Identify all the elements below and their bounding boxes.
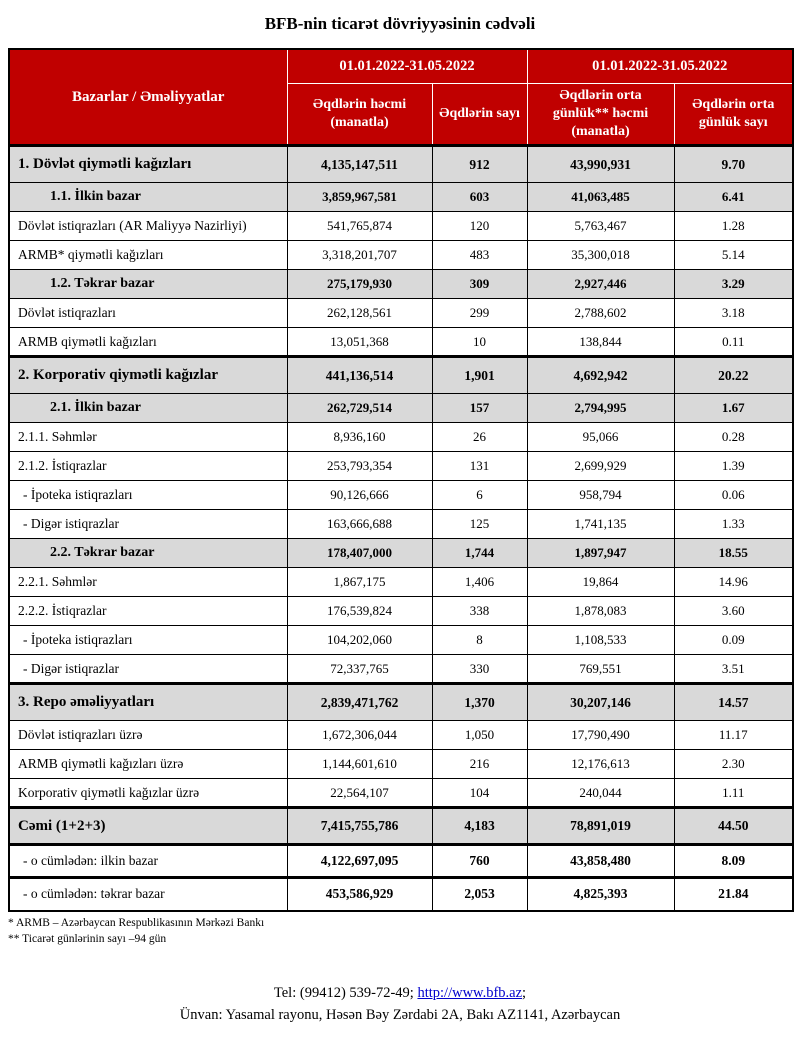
cell-count: 125: [432, 510, 527, 539]
cell-avg-daily-volume: 30,207,146: [527, 684, 674, 721]
row-label: 2.2. Təkrar bazar: [9, 539, 287, 568]
table-row: [9, 212, 793, 241]
table-body: [9, 146, 793, 911]
table-header: [9, 49, 793, 146]
table-row: [9, 146, 793, 183]
row-label: 2. Korporativ qiymətli kağızlar: [9, 357, 287, 394]
cell-avg-daily-volume: 43,858,480: [527, 845, 674, 878]
cell-volume: 275,179,930: [287, 270, 432, 299]
cell-avg-daily-volume: 1,897,947: [527, 539, 674, 568]
cell-volume: 22,564,107: [287, 779, 432, 808]
cell-count: 1,406: [432, 568, 527, 597]
cell-volume: 4,135,147,511: [287, 146, 432, 183]
cell-avg-daily-count: 1.11: [674, 779, 793, 808]
header-period-right: 01.01.2022-31.05.2022: [527, 49, 793, 83]
cell-avg-daily-count: 1.67: [674, 394, 793, 423]
cell-avg-daily-volume: 138,844: [527, 328, 674, 357]
cell-avg-daily-volume: 43,990,931: [527, 146, 674, 183]
cell-avg-daily-volume: 4,692,942: [527, 357, 674, 394]
table-row: [9, 394, 793, 423]
cell-avg-daily-count: 0.06: [674, 481, 793, 510]
cell-avg-daily-volume: 41,063,485: [527, 183, 674, 212]
cell-avg-daily-count: 1.28: [674, 212, 793, 241]
cell-count: 1,050: [432, 721, 527, 750]
cell-volume: 1,867,175: [287, 568, 432, 597]
cell-volume: 453,586,929: [287, 878, 432, 911]
cell-count: 120: [432, 212, 527, 241]
row-label: Korporativ qiymətli kağızlar üzrə: [9, 779, 287, 808]
cell-avg-daily-count: 21.84: [674, 878, 793, 911]
cell-volume: 3,859,967,581: [287, 183, 432, 212]
cell-count: 912: [432, 146, 527, 183]
cell-avg-daily-count: 14.96: [674, 568, 793, 597]
table-row: [9, 779, 793, 808]
cell-avg-daily-count: 3.18: [674, 299, 793, 328]
cell-volume: 3,318,201,707: [287, 241, 432, 270]
phone-line: [8, 982, 792, 1004]
cell-avg-daily-count: 2.30: [674, 750, 793, 779]
cell-avg-daily-count: 6.41: [674, 183, 793, 212]
cell-count: 760: [432, 845, 527, 878]
row-label: Dövlət istiqrazları (AR Maliyyə Nazirliyi): [9, 212, 287, 241]
cell-avg-daily-volume: 35,300,018: [527, 241, 674, 270]
footnote-armb: * ARMB – Azərbaycan Respublikasının Mərkəzi Bankı: [8, 916, 265, 929]
header-avg-daily-volume: Əqdlərin orta günlük** həcmi (manatla): [527, 83, 674, 146]
cell-volume: 13,051,368: [287, 328, 432, 357]
cell-avg-daily-count: 14.57: [674, 684, 793, 721]
row-label: 3. Repo əməliyyatları: [9, 684, 287, 721]
website-link[interactable]: http://www.bfb.az: [417, 984, 523, 1001]
row-label: 1. Dövlət qiymətli kağızları: [9, 146, 287, 183]
cell-avg-daily-volume: 769,551: [527, 655, 674, 684]
row-label: ARMB qiymətli kağızları üzrə: [9, 750, 287, 779]
table-row: [9, 845, 793, 878]
cell-avg-daily-count: 1.39: [674, 452, 793, 481]
header-avg-daily-count: Əqdlərin orta günlük sayı: [674, 83, 793, 146]
table-row: [9, 328, 793, 357]
table-row: [9, 597, 793, 626]
table-row: [9, 539, 793, 568]
cell-volume: 90,126,666: [287, 481, 432, 510]
row-label: - o cümlədən: ilkin bazar: [9, 845, 287, 878]
cell-avg-daily-volume: 12,176,613: [527, 750, 674, 779]
row-label: ARMB qiymətli kağızları: [9, 328, 287, 357]
table-row: [9, 750, 793, 779]
cell-avg-daily-volume: 4,825,393: [527, 878, 674, 911]
row-label: 2.2.2. İstiqrazlar: [9, 597, 287, 626]
row-label: Dövlət istiqrazları: [9, 299, 287, 328]
cell-count: 216: [432, 750, 527, 779]
cell-avg-daily-volume: 2,699,929: [527, 452, 674, 481]
row-label: - Digər istiqrazlar: [9, 655, 287, 684]
cell-volume: 176,539,824: [287, 597, 432, 626]
cell-avg-daily-count: 0.11: [674, 328, 793, 357]
address-line: Ünvan: Yasamal rayonu, Həsən Bəy Zərdabi 2A, Bakı AZ1141, Azərbaycan: [179, 1007, 621, 1024]
cell-volume: 262,128,561: [287, 299, 432, 328]
cell-count: 1,744: [432, 539, 527, 568]
cell-count: 4,183: [432, 808, 527, 845]
cell-volume: 2,839,471,762: [287, 684, 432, 721]
table-row: [9, 481, 793, 510]
cell-volume: 8,936,160: [287, 423, 432, 452]
header-deal-count: Əqdlərin sayı: [432, 83, 527, 146]
cell-avg-daily-volume: 17,790,490: [527, 721, 674, 750]
cell-count: 104: [432, 779, 527, 808]
cell-volume: 541,765,874: [287, 212, 432, 241]
row-label: 1.1. İlkin bazar: [9, 183, 287, 212]
cell-count: 330: [432, 655, 527, 684]
row-label: - Digər istiqrazlar: [9, 510, 287, 539]
table-row: [9, 357, 793, 394]
cell-volume: 1,672,306,044: [287, 721, 432, 750]
website-suffix: ;: [522, 984, 527, 1001]
cell-count: 10: [432, 328, 527, 357]
table-row: [9, 655, 793, 684]
page-title: BFB-nin ticarət dövriyyəsinin cədvəli: [264, 14, 536, 33]
header-row-periods: [9, 49, 793, 83]
row-label: 2.1.2. İstiqrazlar: [9, 452, 287, 481]
cell-count: 309: [432, 270, 527, 299]
cell-avg-daily-volume: 2,927,446: [527, 270, 674, 299]
cell-avg-daily-volume: 1,878,083: [527, 597, 674, 626]
row-label: - İpoteka istiqrazları: [9, 481, 287, 510]
cell-avg-daily-count: 8.09: [674, 845, 793, 878]
cell-count: 6: [432, 481, 527, 510]
cell-volume: 178,407,000: [287, 539, 432, 568]
row-label: 1.2. Təkrar bazar: [9, 270, 287, 299]
cell-avg-daily-volume: 5,763,467: [527, 212, 674, 241]
cell-volume: 1,144,601,610: [287, 750, 432, 779]
cell-volume: 262,729,514: [287, 394, 432, 423]
cell-avg-daily-volume: 19,864: [527, 568, 674, 597]
cell-volume: 104,202,060: [287, 626, 432, 655]
table-row: [9, 878, 793, 911]
header-markets-operations: Bazarlar / Əməliyyatlar: [9, 49, 287, 146]
phone-text: Tel: (99412) 539-72-49;: [273, 984, 414, 1001]
trade-turnover-table: [8, 48, 794, 912]
cell-avg-daily-count: 44.50: [674, 808, 793, 845]
cell-avg-daily-count: 0.28: [674, 423, 793, 452]
table-row: [9, 721, 793, 750]
cell-volume: 441,136,514: [287, 357, 432, 394]
contact-footer: [8, 982, 792, 1027]
cell-avg-daily-volume: 2,794,995: [527, 394, 674, 423]
table-row: [9, 183, 793, 212]
table-row: [9, 270, 793, 299]
cell-count: 338: [432, 597, 527, 626]
table-row: [9, 299, 793, 328]
cell-avg-daily-volume: 1,108,533: [527, 626, 674, 655]
cell-avg-daily-count: 0.09: [674, 626, 793, 655]
cell-avg-daily-count: 5.14: [674, 241, 793, 270]
row-label: 2.1. İlkin bazar: [9, 394, 287, 423]
header-period-left: 01.01.2022-31.05.2022: [287, 49, 527, 83]
cell-count: 8: [432, 626, 527, 655]
cell-count: 603: [432, 183, 527, 212]
cell-avg-daily-count: 18.55: [674, 539, 793, 568]
cell-avg-daily-count: 20.22: [674, 357, 793, 394]
cell-avg-daily-count: 9.70: [674, 146, 793, 183]
cell-avg-daily-count: 1.33: [674, 510, 793, 539]
cell-avg-daily-count: 3.51: [674, 655, 793, 684]
cell-volume: 4,122,697,095: [287, 845, 432, 878]
cell-avg-daily-volume: 78,891,019: [527, 808, 674, 845]
cell-count: 1,370: [432, 684, 527, 721]
cell-avg-daily-volume: 240,044: [527, 779, 674, 808]
cell-count: 1,901: [432, 357, 527, 394]
cell-count: 483: [432, 241, 527, 270]
cell-count: 26: [432, 423, 527, 452]
cell-volume: 72,337,765: [287, 655, 432, 684]
table-row: [9, 510, 793, 539]
cell-avg-daily-volume: 95,066: [527, 423, 674, 452]
cell-avg-daily-count: 3.60: [674, 597, 793, 626]
cell-avg-daily-volume: 1,741,135: [527, 510, 674, 539]
cell-avg-daily-count: 11.17: [674, 721, 793, 750]
row-label: - İpoteka istiqrazları: [9, 626, 287, 655]
table-row: [9, 241, 793, 270]
table-row: [9, 568, 793, 597]
cell-count: 131: [432, 452, 527, 481]
cell-count: 157: [432, 394, 527, 423]
cell-volume: 163,666,688: [287, 510, 432, 539]
cell-volume: 7,415,755,786: [287, 808, 432, 845]
row-label: 2.2.1. Səhmlər: [9, 568, 287, 597]
cell-volume: 253,793,354: [287, 452, 432, 481]
table-row: [9, 808, 793, 845]
row-label: - o cümlədən: təkrar bazar: [9, 878, 287, 911]
cell-count: 299: [432, 299, 527, 328]
cell-count: 2,053: [432, 878, 527, 911]
footnote-trading-days: ** Ticarət günlərinin sayı –94 gün: [8, 933, 167, 946]
table-row: [9, 452, 793, 481]
row-label: 2.1.1. Səhmlər: [9, 423, 287, 452]
row-label: Cəmi (1+2+3): [9, 808, 287, 845]
table-row: [9, 423, 793, 452]
cell-avg-daily-volume: 958,794: [527, 481, 674, 510]
row-label: ARMB* qiymətli kağızları: [9, 241, 287, 270]
header-deal-volume: Əqdlərin həcmi (manatla): [287, 83, 432, 146]
table-row: [9, 626, 793, 655]
row-label: Dövlət istiqrazları üzrə: [9, 721, 287, 750]
table-row: [9, 684, 793, 721]
footnotes: [8, 915, 792, 948]
cell-avg-daily-volume: 2,788,602: [527, 299, 674, 328]
cell-avg-daily-count: 3.29: [674, 270, 793, 299]
